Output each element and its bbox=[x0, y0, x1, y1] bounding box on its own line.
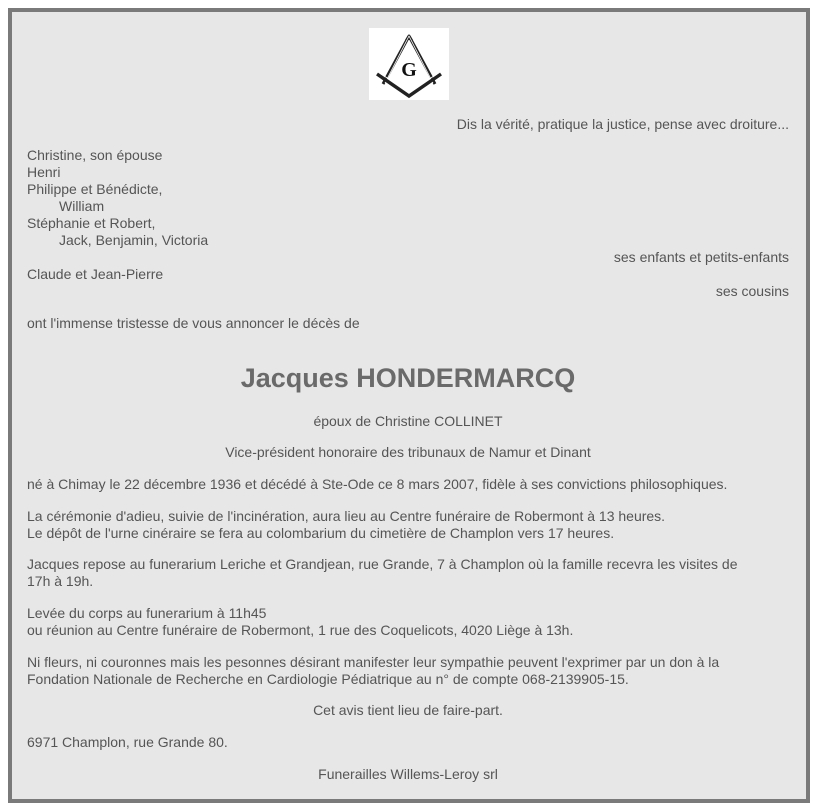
family-line: Philippe et Bénédicte, bbox=[27, 181, 163, 197]
family-line: Jack, Benjamin, Victoria bbox=[59, 232, 209, 248]
family-line: William bbox=[59, 198, 105, 214]
spouse-line: époux de Christine COLLINET bbox=[313, 413, 503, 429]
motto: Dis la vérité, pratique la justice, pense avec droiture... bbox=[456, 116, 789, 132]
children-label: ses enfants et petits-enfants bbox=[613, 249, 789, 265]
family-line: Stéphanie et Robert, bbox=[27, 215, 156, 231]
ceremony-line: La cérémonie d'adieu, suivie de l'incinération, aura lieu au Centre funéraire de Robermont à 13 heures. bbox=[27, 508, 666, 524]
obituary-card bbox=[8, 8, 810, 803]
flowers-line: Ni fleurs, ni couronnes mais les pesonnes désirant manifester leur sympathie peuvent l'exprimer par un don à la bbox=[27, 654, 720, 670]
family-line: Christine, son épouse bbox=[27, 147, 163, 163]
title-line: Vice-président honoraire des tribunaux de Namur et Dinant bbox=[225, 444, 591, 460]
cousins-label: ses cousins bbox=[715, 283, 789, 299]
departure-line: ou réunion au Centre funéraire de Robermont, 1 rue des Coquelicots, 4020 Liège à 13h. bbox=[27, 622, 574, 638]
square-and-compass-icon bbox=[369, 28, 449, 100]
family-line: Henri bbox=[27, 164, 61, 180]
announcement: ont l'immense tristesse de vous annoncer le décès de bbox=[27, 315, 360, 331]
visits-line: Jacques repose au funerarium Leriche et Grandjean, rue Grande, 7 à Champlon où la famille recevra les visites de bbox=[27, 556, 738, 572]
family-line: Claude et Jean-Pierre bbox=[27, 266, 164, 282]
birth-death-line: né à Chimay le 22 décembre 1936 et décédé à Ste-Ode ce 8 mars 2007, fidèle à ses convictions philosophiques. bbox=[27, 476, 728, 492]
deceased-name: Jacques HONDERMARCQ bbox=[240, 363, 576, 393]
logo-letter: G bbox=[401, 59, 417, 81]
address-line: 6971 Champlon, rue Grande 80. bbox=[27, 734, 228, 750]
notice-line: Cet avis tient lieu de faire-part. bbox=[313, 702, 503, 718]
ceremony-line: Le dépôt de l'urne cinéraire se fera au colombarium du cimetière de Champlon vers 17 heures. bbox=[27, 525, 615, 541]
funeral-home: Funerailles Willems-Leroy srl bbox=[318, 766, 498, 782]
flowers-line: Fondation Nationale de Recherche en Cardiologie Pédiatrique au n° de compte 068-2139905-15. bbox=[27, 671, 629, 687]
departure-line: Levée du corps au funerarium à 11h45 bbox=[27, 605, 267, 621]
visits-line: 17h à 19h. bbox=[27, 573, 94, 589]
